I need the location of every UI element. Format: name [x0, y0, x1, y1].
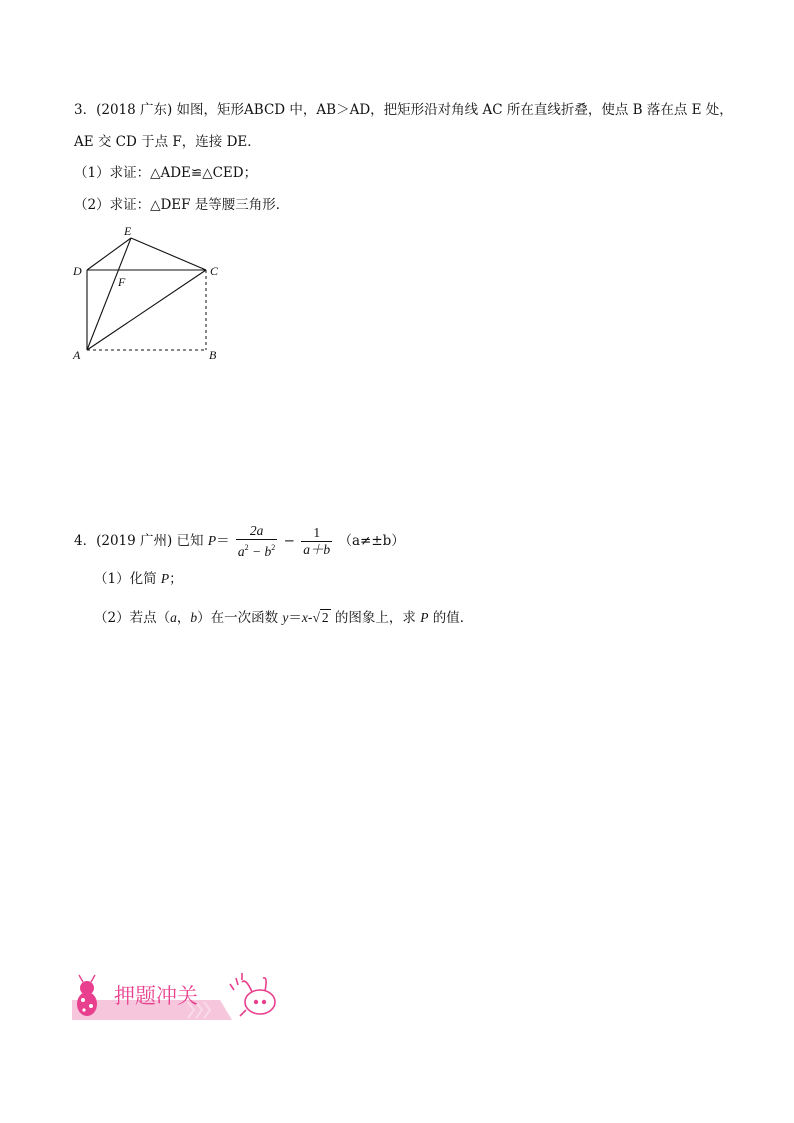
- label-E: E: [124, 224, 132, 238]
- q4-fraction-1: [236, 523, 277, 560]
- q4-equals: ＝: [216, 533, 230, 549]
- banner-title: 押题冲关: [114, 984, 198, 1008]
- q4-prefix: 4．(2019 广州) 已知: [74, 533, 208, 549]
- q3-line1: 3．(2018 广东) 如图，矩形ABCD 中，AB＞AD，把矩形沿对角线 AC 所在直线折叠，使点 B 落在点 E 处，: [74, 102, 733, 118]
- q3-geometry-figure: [68, 222, 228, 367]
- edge-AC: [87, 270, 206, 350]
- ladybug-mascot-icon: [77, 975, 97, 1016]
- label-C: C: [210, 264, 219, 278]
- bunny-mascot-icon: [230, 973, 275, 1016]
- q4-p-var: P: [207, 533, 217, 548]
- q3-part1: （1）求证：△ADE≌△CED；: [74, 165, 258, 181]
- q4-minus: −: [283, 533, 295, 549]
- q4-fraction-2: [301, 525, 332, 558]
- sqrt-2: √ 2: [312, 610, 329, 625]
- frac2-denominator: a＋b: [303, 542, 331, 557]
- edge-AE: [87, 238, 131, 350]
- label-F: F: [118, 275, 126, 289]
- frac1-denominator: $a^2 - b^2$: [237, 543, 276, 559]
- q3-line2: AE 交 CD 于点 F，连接 DE．: [74, 134, 261, 150]
- q4-condition: （a≠±b）: [338, 533, 405, 549]
- edge-EC: [131, 238, 206, 270]
- q4-part1: （1）化简 P；: [94, 571, 183, 587]
- label-B: B: [209, 348, 217, 362]
- q4-part2: （2）若点（a，b）在一次函数 y＝x-√ 2 的图象上，求 P 的值．: [94, 610, 474, 626]
- label-D: D: [73, 264, 82, 278]
- section-banner: [70, 970, 282, 1026]
- q4-stem: [74, 522, 405, 560]
- frac1-numerator: 2a: [236, 523, 277, 540]
- q3-part2: （2）求证：△DEF 是等腰三角形．: [74, 197, 290, 213]
- label-A: A: [73, 348, 81, 362]
- frac2-numerator: 1: [301, 525, 332, 542]
